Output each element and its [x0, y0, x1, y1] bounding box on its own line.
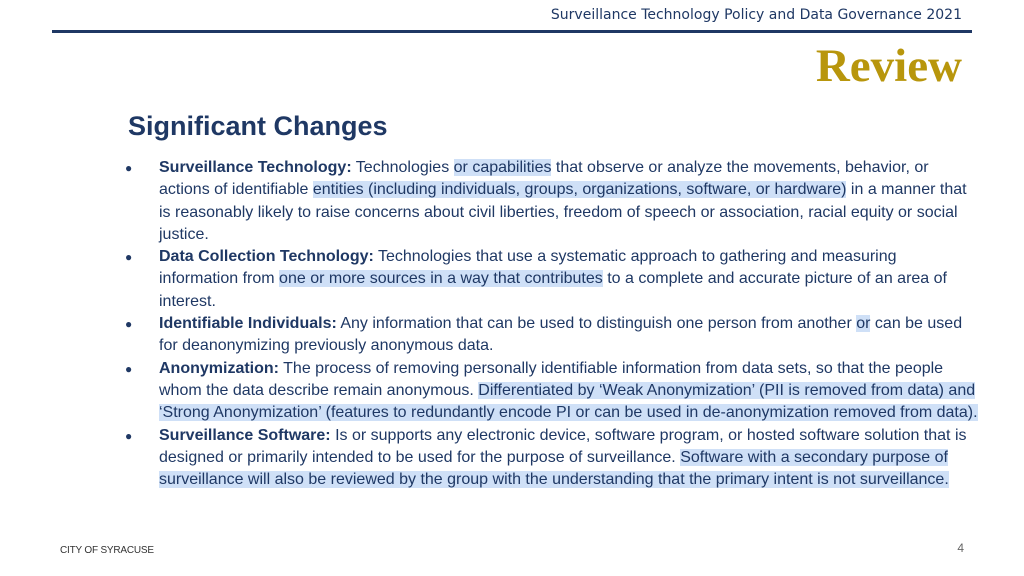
- term-label: Anonymization:: [159, 359, 279, 377]
- highlighted-text: Software with a secondary purpose of surveillance will also be reviewed by the group with the understanding that the primary intent is not surveillance.: [159, 448, 949, 489]
- highlighted-text: entities (including individuals, groups, organizations, software, or hardware): [312, 181, 847, 199]
- header-divider: [52, 30, 972, 33]
- definition-text: in a manner that is reasonably likely to raise concerns about civil liberties, freedom of speech or association, racial equity or social justice.: [159, 181, 967, 243]
- list-item: [120, 425, 980, 492]
- definition-text: Any information that can be used to distinguish one person from another: [340, 315, 857, 333]
- term-label: Data Collection Technology:: [159, 248, 374, 266]
- page-number: 4: [957, 541, 964, 555]
- list-item: [120, 358, 980, 425]
- definition-text: can be used for deanonymizing previously anonymous data.: [159, 315, 963, 355]
- list-item: [120, 157, 980, 246]
- bullet-icon: ●: [125, 361, 133, 376]
- definition-text: to a complete and accurate picture of an area of interest.: [159, 270, 947, 310]
- definition-text: that observe or analyze the movements, behavior, or actions of identifiable: [159, 159, 929, 199]
- term-label: Surveillance Technology:: [159, 159, 352, 176]
- section-label: Review: [815, 40, 962, 92]
- footer-organization: CITY OF SYRACUSE: [60, 545, 154, 556]
- definition-text: The process of removing personally identifiable information from data sets, so that the people whom the data describe remain anonymous.: [159, 359, 944, 399]
- highlighted-text: or capabilities: [453, 159, 552, 176]
- definition-text: Technologies: [355, 159, 454, 176]
- term-label: Surveillance Software:: [159, 426, 331, 444]
- bullet-icon: ●: [125, 317, 133, 332]
- bullet-icon: ●: [125, 250, 133, 265]
- bullet-icon: ●: [125, 161, 133, 175]
- bullet-icon: ●: [125, 428, 133, 443]
- highlighted-text: Differentiated by ‘Weak Anonymization’ (PII is removed from data) and ‘Strong Anonymization’ (features to redundantly encode PI or can be used in de-anonymization removed from data).: [159, 381, 978, 422]
- changes-list: [120, 157, 980, 491]
- definition-text: Technologies that use a systematic approach to gathering and measuring information from: [159, 248, 897, 288]
- highlighted-text: or: [856, 315, 871, 333]
- list-item: [120, 246, 980, 313]
- list-item: [120, 313, 980, 358]
- highlighted-text: one or more sources in a way that contributes: [279, 270, 603, 288]
- definition-text: Is or supports any electronic device, software program, or hosted software solution that is designed or primarily intended to be used for the purpose of surveillance.: [159, 426, 967, 466]
- slide-title: Significant Changes: [128, 111, 388, 141]
- header-title: Surveillance Technology Policy and Data Governance 2021: [550, 7, 962, 23]
- term-label: Identifiable Individuals:: [159, 315, 337, 333]
